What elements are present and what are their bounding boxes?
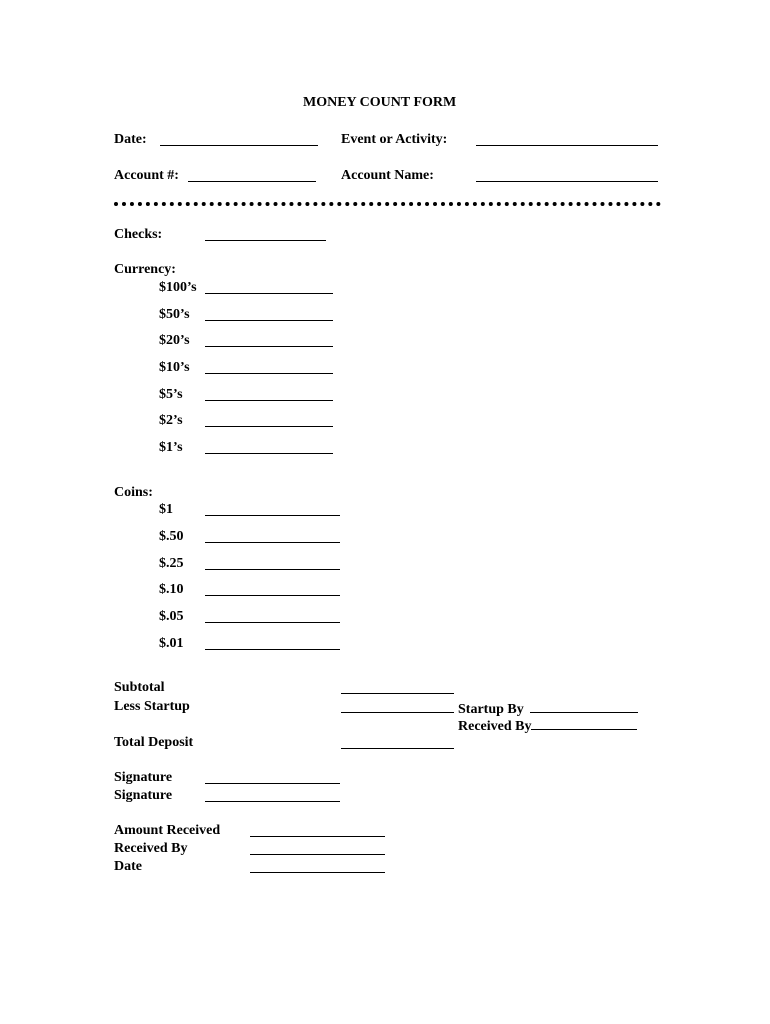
currency-1-label: $1’s — [159, 440, 183, 455]
received-by-label: Received By — [114, 841, 188, 856]
currency-100-field[interactable] — [205, 293, 333, 294]
event-field[interactable] — [476, 145, 658, 146]
date-receipt-label: Date — [114, 859, 142, 874]
form-title: MONEY COUNT FORM — [303, 95, 457, 110]
coin-25-field[interactable] — [205, 569, 340, 570]
total-deposit-label: Total Deposit — [114, 735, 194, 750]
currency-1-field[interactable] — [205, 453, 333, 454]
account-name-label: Account Name: — [341, 168, 434, 183]
coin-01-field[interactable] — [205, 649, 340, 650]
signature-field-1[interactable] — [205, 783, 340, 784]
coin-1-field[interactable] — [205, 515, 340, 516]
received-by-startup-field[interactable] — [531, 716, 637, 730]
account-number-label: Account #: — [114, 168, 179, 183]
coin-05-label: $.05 — [159, 609, 184, 624]
coin-10-field[interactable] — [205, 595, 340, 596]
currency-10-label: $10’s — [159, 360, 190, 375]
signature-label-1: Signature — [114, 770, 173, 785]
signature-field-2[interactable] — [205, 801, 340, 802]
coins-label: Coins: — [114, 485, 153, 500]
currency-20-label: $20’s — [159, 333, 190, 348]
total-deposit-field[interactable] — [341, 748, 454, 749]
currency-label: Currency: — [114, 262, 176, 277]
coin-50-field[interactable] — [205, 542, 340, 543]
currency-5-label: $5’s — [159, 387, 183, 402]
coin-10-label: $.10 — [159, 582, 184, 597]
checks-field[interactable] — [205, 240, 326, 241]
received-by-startup-label — [458, 716, 637, 735]
date-receipt-field[interactable] — [250, 872, 385, 873]
currency-20-field[interactable] — [205, 346, 333, 347]
dotted-separator — [114, 202, 661, 206]
received-by-startup-text: Received By — [458, 719, 532, 734]
amount-received-label: Amount Received — [114, 823, 221, 838]
currency-5-field[interactable] — [205, 400, 333, 401]
currency-2-field[interactable] — [205, 426, 333, 427]
date-field[interactable] — [160, 145, 318, 146]
startup-by-field[interactable] — [530, 699, 638, 713]
coin-01-label: $.01 — [159, 636, 184, 651]
account-name-field[interactable] — [476, 181, 658, 182]
currency-2-label: $2’s — [159, 413, 183, 428]
subtotal-label: Subtotal — [114, 680, 165, 695]
coin-25-label: $.25 — [159, 556, 184, 571]
currency-50-field[interactable] — [205, 320, 333, 321]
checks-label: Checks: — [114, 227, 163, 242]
coin-05-field[interactable] — [205, 622, 340, 623]
currency-50-label: $50’s — [159, 307, 190, 322]
coin-1-label: $1 — [159, 502, 173, 517]
date-label: Date: — [114, 132, 147, 147]
coin-50-label: $.50 — [159, 529, 184, 544]
startup-by-text: Startup By — [458, 702, 524, 717]
received-by-field[interactable] — [250, 854, 385, 855]
currency-100-label: $100’s — [159, 280, 197, 295]
signature-label-2: Signature — [114, 788, 173, 803]
amount-received-field[interactable] — [250, 836, 385, 837]
event-label: Event or Activity: — [341, 132, 448, 147]
less-startup-label: Less Startup — [114, 699, 190, 714]
account-number-field[interactable] — [188, 181, 316, 182]
currency-10-field[interactable] — [205, 373, 333, 374]
less-startup-field[interactable] — [341, 712, 454, 713]
subtotal-field[interactable] — [341, 693, 454, 694]
